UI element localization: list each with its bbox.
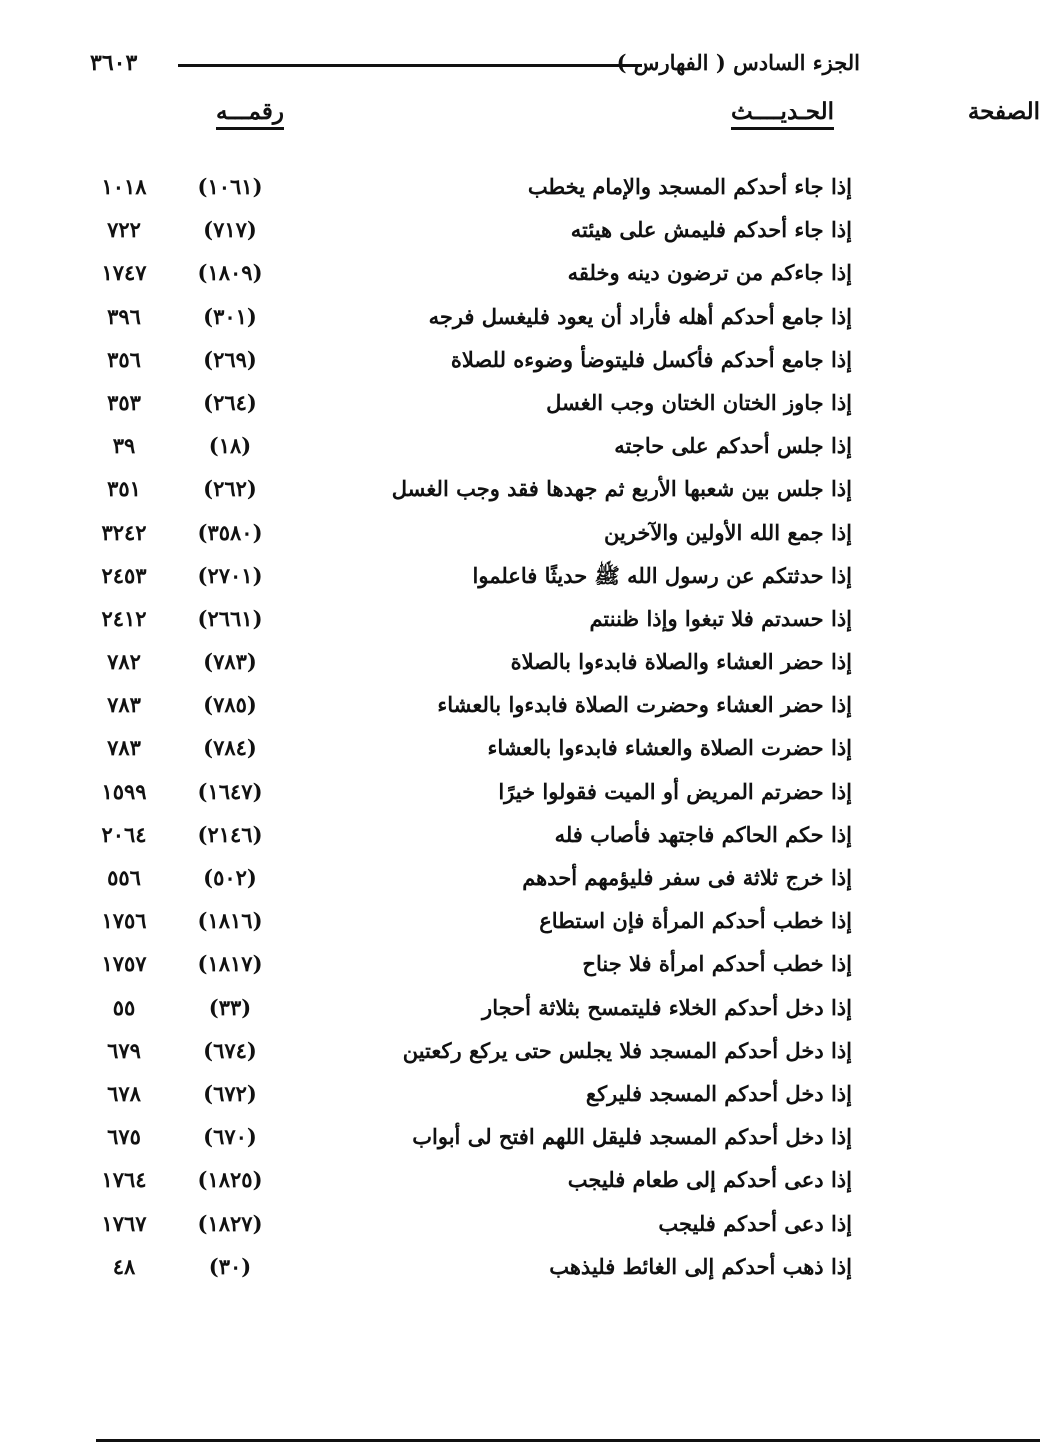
hadith-text: إذا جاوز الختان الختان وجب الغسل [546, 389, 852, 415]
page-ref: ١٥٩٩ [101, 778, 147, 804]
hadith-text: إذا حضر العشاء وحضرت الصلاة فابدءوا بالعشاء [437, 692, 852, 718]
hadith-text: إذا دخل أحدكم المسجد فلا يجلس حتى يركع ركعتين [402, 1037, 852, 1063]
page-ref: ١٠١٨ [101, 174, 147, 199]
column-header-number: رقمـــه [216, 98, 284, 130]
table-row [0, 298, 944, 341]
hadith-text: إذا جمع الله الأولين والآخرين [603, 519, 852, 545]
hadith-text: إذا خطب أحدكم امرأة فلا جناح [582, 951, 852, 977]
hadith-number: (٣٠) [208, 1253, 252, 1279]
hadith-text: إذا حضر العشاء والصلاة فابدءوا بالصلاة [510, 649, 852, 675]
table-row [0, 945, 944, 988]
page-ref: ٧٨٣ [107, 735, 141, 761]
table-row [0, 470, 944, 513]
page-ref: ٧٨٣ [107, 692, 141, 718]
table-row [0, 643, 944, 686]
table-row [0, 341, 944, 384]
hadith-number: (١٨٢٧) [197, 1210, 263, 1236]
hadith-number: (٢٦٢) [203, 476, 257, 502]
table-row [0, 427, 944, 470]
page-ref: ١٧٤٧ [101, 260, 147, 286]
page-ref: ٣٥٦ [107, 346, 141, 372]
table-row [0, 686, 944, 729]
table-row [0, 168, 944, 211]
hadith-number: (٧١٧) [203, 217, 257, 243]
hadith-number: (٢٧٠١) [197, 562, 263, 588]
hadith-number: (٣٣) [208, 994, 252, 1020]
hadith-text: إذا خطب أحدكم المرأة فإن استطاع [539, 908, 852, 934]
hadith-number: (٧٨٣) [203, 649, 257, 675]
table-row [0, 729, 944, 772]
page-ref: ٣٢٤٢ [101, 519, 147, 545]
hadith-number: (١٦٤٧) [197, 778, 263, 804]
table-row [0, 1075, 944, 1118]
hadith-text: إذا حضرت الصلاة والعشاء فابدءوا بالعشاء [487, 735, 852, 761]
hadith-number: (٢٦٩) [203, 346, 257, 372]
column-header-page: الصفحة [96, 98, 1040, 1442]
hadith-number: (٧٨٤) [203, 735, 257, 761]
table-row [0, 1205, 944, 1248]
table-row [0, 773, 944, 816]
hadith-number: (٧٨٥) [203, 692, 257, 718]
hadith-number: (٢٦٦١) [197, 605, 263, 631]
hadith-number: (٢١٤٦) [197, 821, 263, 847]
table-row [0, 254, 944, 297]
page-ref: ١٧٦٤ [101, 1167, 147, 1193]
table-row [0, 211, 944, 254]
hadith-text: إذا جامع أحدكم أهله فأراد أن يعود فليغسل فرجه [428, 303, 852, 329]
hadith-text: إذا حكم الحاكم فاجتهد فأصاب فله [554, 821, 852, 847]
hadith-number: (١٨١٧) [197, 951, 263, 977]
hadith-number: (٦٧٢) [203, 1080, 257, 1106]
page-ref: ٤٨ [112, 1253, 136, 1279]
hadith-number: (٣٠١) [203, 303, 257, 329]
hadith-number: (١٨٢٥) [197, 1167, 263, 1193]
hadith-text: إذا دعى أحدكم إلى طعام فليجب [567, 1167, 852, 1193]
hadith-text: إذا حضرتم المريض أو الميت فقولوا خيرًا [498, 778, 852, 804]
hadith-text: إذا ذهب أحدكم إلى الغائط فليذهب [549, 1253, 852, 1279]
hadith-number: (١٠٦١) [197, 174, 263, 199]
page-ref: ٣٥١ [107, 476, 141, 502]
table-row [0, 989, 944, 1032]
page-number: ٣٦٠٣ [90, 50, 138, 76]
page-ref: ٧٢٢ [107, 217, 141, 243]
column-headers [0, 98, 1040, 138]
hadith-text: إذا جاء أحدكم فليمش على هيئته [570, 217, 852, 243]
hadith-text: إذا جلس بين شعبها الأربع ثم جهدها فقد وجب الغسل [391, 476, 852, 502]
table-row [0, 1248, 944, 1291]
table-row [0, 1032, 944, 1075]
page-ref: ٢٠٦٤ [101, 821, 147, 847]
table-row [0, 816, 944, 859]
header-rule [178, 64, 642, 67]
hadith-number: (١٨١٦) [197, 908, 263, 934]
table-row [0, 1118, 944, 1161]
page-ref: ٥٥٦ [107, 865, 141, 890]
hadith-text: إذا جاء أحدكم المسجد والإمام يخطب [527, 174, 852, 199]
hadith-number: (٢٦٤) [203, 389, 257, 415]
column-header-hadith: الحـديــــث [731, 98, 834, 130]
page-ref: ٣٥٣ [107, 389, 141, 415]
running-header [90, 50, 860, 84]
page-ref: ٣٩٦ [107, 303, 141, 329]
hadith-number: (١٨٠٩) [197, 260, 263, 286]
hadith-text: إذا جاءكم من ترضون دينه وخلقه [567, 260, 852, 286]
page-ref: ٥٥ [112, 994, 136, 1020]
hadith-text: إذا جلس أحدكم على حاجته [614, 433, 852, 459]
page-ref: ٢٤٥٣ [101, 562, 147, 588]
table-row [0, 600, 944, 643]
hadith-number: (١٨) [208, 433, 252, 459]
page-ref: ٢٤١٢ [101, 605, 147, 631]
page-ref: ١٧٦٧ [101, 1210, 147, 1236]
page-ref: ٧٨٢ [107, 649, 141, 675]
hadith-text: إذا دخل أحدكم المسجد فليقل اللهم افتح لى أبواب [412, 1124, 852, 1150]
hadith-number: (٣٥٨٠) [197, 519, 263, 545]
table-row [0, 859, 944, 902]
page-ref: ٦٧٩ [107, 1037, 141, 1063]
table-row [0, 902, 944, 945]
page-ref: ٦٧٥ [107, 1124, 141, 1150]
hadith-text: إذا حدثتكم عن رسول الله ﷺ حديثًا فاعلموا [472, 562, 852, 588]
page-ref: ٦٧٨ [107, 1080, 141, 1106]
hadith-number: (٦٧٤) [203, 1037, 257, 1063]
hadith-text: إذا دخل أحدكم المسجد فليركع [585, 1080, 852, 1106]
page-ref: ١٧٥٧ [101, 951, 147, 977]
hadith-text: إذا جامع أحدكم فأكسل فليتوضأ وضوءه للصلاة [450, 346, 852, 372]
index-table [0, 168, 944, 1291]
page-ref: ٣٩ [112, 433, 136, 459]
hadith-text: إذا دخل أحدكم الخلاء فليتمسح بثلاثة أحجار [482, 994, 852, 1020]
page-ref: ١٧٥٦ [101, 908, 147, 934]
hadith-text: إذا حسدتم فلا تبغوا وإذا ظننتم [589, 605, 852, 631]
hadith-number: (٥٠٢) [203, 865, 257, 890]
table-row [0, 384, 944, 427]
table-row [0, 557, 944, 600]
hadith-number: (٦٧٠) [203, 1124, 257, 1150]
hadith-text: إذا خرج ثلاثة فى سفر فليؤمهم أحدهم [522, 865, 852, 890]
hadith-text: إذا دعى أحدكم فليجب [658, 1210, 852, 1236]
table-row [0, 514, 944, 557]
running-title: الجزء السادس ( الفهارس ) [616, 50, 860, 75]
table-row [0, 1161, 944, 1204]
